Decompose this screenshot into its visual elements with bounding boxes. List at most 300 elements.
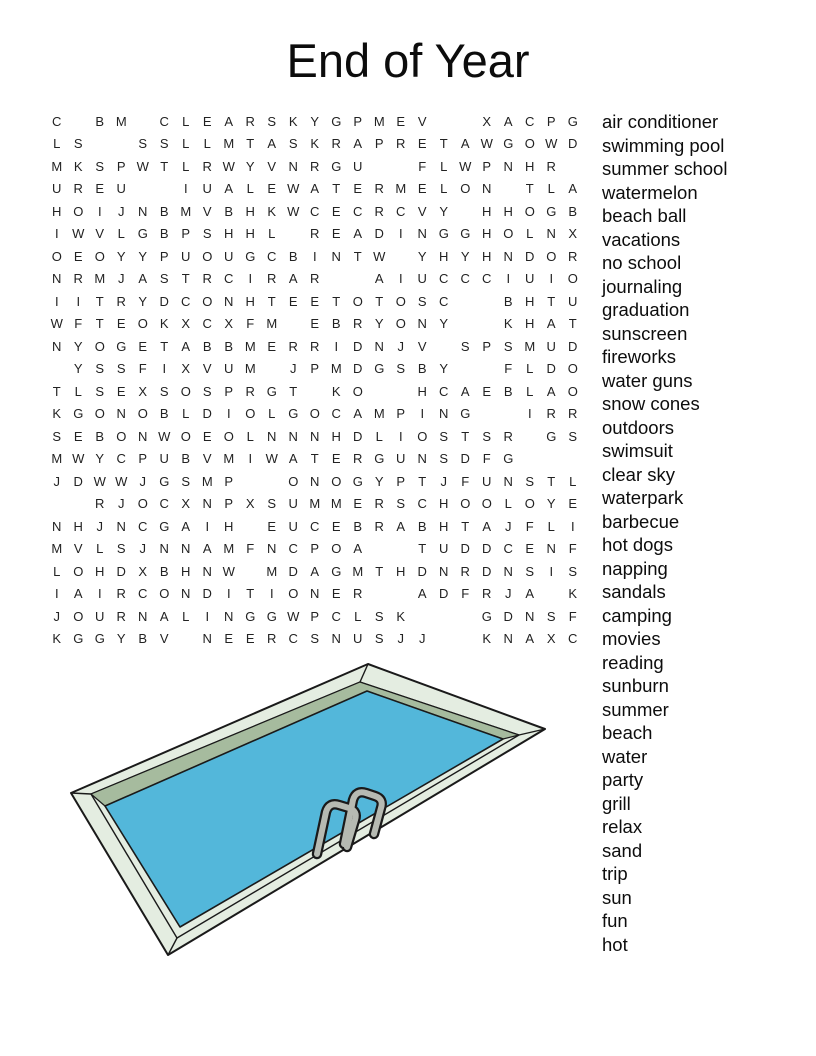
grid-cell: B xyxy=(224,338,234,354)
grid-cell: G xyxy=(159,518,170,534)
grid-cell xyxy=(175,628,197,651)
grid-cell: E xyxy=(73,428,83,444)
grid-cell: I xyxy=(248,271,253,287)
grid-cell: P xyxy=(310,608,320,624)
pool-corner-seam xyxy=(71,793,91,794)
grid-cell: T xyxy=(181,271,190,287)
grid-cell: W xyxy=(136,158,149,174)
grid-cell: S xyxy=(202,383,212,399)
grid-cell: G xyxy=(159,473,170,489)
grid-cell: D xyxy=(288,563,298,579)
grid-cell: L xyxy=(182,136,190,152)
grid-cell xyxy=(390,155,412,178)
grid-cell: O xyxy=(288,586,299,602)
grid-cell xyxy=(132,110,154,133)
grid-cell: I xyxy=(506,271,511,287)
grid-cell: T xyxy=(353,248,362,264)
word-list-item: vacations xyxy=(602,228,681,250)
grid-cell: N xyxy=(331,631,341,647)
grid-cell: W xyxy=(72,451,85,467)
grid-cell: C xyxy=(52,113,62,129)
grid-cell: R xyxy=(116,608,126,624)
grid-cell: C xyxy=(525,113,535,129)
grid-cell: D xyxy=(202,586,212,602)
grid-cell: A xyxy=(353,406,363,422)
grid-cell: A xyxy=(159,608,169,624)
grid-cell: H xyxy=(482,248,492,264)
grid-cell: P xyxy=(396,473,406,489)
grid-cell: I xyxy=(549,563,554,579)
grid-cell: R xyxy=(374,518,384,534)
grid-cell: L xyxy=(117,226,125,242)
grid-cell: I xyxy=(97,203,102,219)
grid-cell: P xyxy=(482,338,492,354)
grid-cell: W xyxy=(480,136,493,152)
grid-cell: F xyxy=(525,518,534,534)
grid-cell: E xyxy=(331,203,341,219)
grid-cell: K xyxy=(396,608,406,624)
grid-cell: D xyxy=(202,406,212,422)
grid-cell: U xyxy=(224,361,234,377)
grid-cell: B xyxy=(568,203,578,219)
grid-cell: E xyxy=(310,316,320,332)
grid-cell: K xyxy=(288,113,298,129)
grid-cell: B xyxy=(95,113,105,129)
grid-cell: R xyxy=(546,158,556,174)
grid-cell: O xyxy=(94,338,105,354)
grid-cell: V xyxy=(417,338,427,354)
grid-cell: N xyxy=(288,158,298,174)
grid-cell: T xyxy=(461,518,470,534)
grid-cell: J xyxy=(139,541,146,557)
word-list-item: camping xyxy=(602,604,672,626)
grid-cell: O xyxy=(116,428,127,444)
grid-cell: A xyxy=(482,518,492,534)
grid-cell: U xyxy=(159,451,169,467)
grid-cell: C xyxy=(138,518,148,534)
grid-cell: I xyxy=(162,361,167,377)
grid-cell: P xyxy=(116,158,126,174)
page-title: End of Year xyxy=(286,34,530,87)
grid-cell: E xyxy=(267,338,277,354)
grid-cell: R xyxy=(267,631,277,647)
grid-cell: K xyxy=(52,631,62,647)
grid-cell xyxy=(541,583,563,606)
grid-cell xyxy=(476,313,498,336)
grid-cell: G xyxy=(331,158,342,174)
grid-cell: S xyxy=(525,563,535,579)
grid-cell: Y xyxy=(460,248,470,264)
word-list-item: party xyxy=(602,769,644,790)
grid-cell: P xyxy=(482,158,492,174)
grid-cell: E xyxy=(202,113,212,129)
grid-cell: T xyxy=(267,293,276,309)
grid-cell: N xyxy=(267,541,277,557)
grid-cell: N xyxy=(52,271,62,287)
grid-cell: G xyxy=(73,406,84,422)
grid-cell xyxy=(562,155,584,178)
grid-cell: L xyxy=(268,406,276,422)
grid-cell: G xyxy=(73,631,84,647)
grid-cell: T xyxy=(418,541,427,557)
grid-cell: T xyxy=(160,158,169,174)
grid-cell: M xyxy=(201,473,213,489)
grid-cell: L xyxy=(268,226,276,242)
grid-cell: N xyxy=(288,428,298,444)
grid-cell: T xyxy=(332,293,341,309)
grid-cell: B xyxy=(353,518,363,534)
grid-cell: P xyxy=(181,226,191,242)
grid-cell: K xyxy=(503,316,513,332)
grid-cell: L xyxy=(569,473,577,489)
grid-cell: S xyxy=(568,428,578,444)
grid-cell: E xyxy=(138,338,148,354)
grid-cell: A xyxy=(546,383,556,399)
grid-cell: A xyxy=(288,271,298,287)
grid-cell xyxy=(390,245,412,268)
word-list-item: beach ball xyxy=(602,205,687,226)
grid-cell: D xyxy=(353,428,363,444)
grid-cell: B xyxy=(224,203,234,219)
grid-cell: R xyxy=(353,451,363,467)
word-list-item: swimsuit xyxy=(602,440,673,461)
grid-cell: B xyxy=(159,406,169,422)
grid-cell: O xyxy=(567,361,578,377)
grid-cell: J xyxy=(397,338,404,354)
grid-cell: E xyxy=(396,113,406,129)
grid-cell: U xyxy=(439,541,449,557)
grid-cell: G xyxy=(266,608,277,624)
grid-cell: I xyxy=(312,248,317,264)
grid-cell: M xyxy=(223,451,235,467)
grid-cell: E xyxy=(331,586,341,602)
grid-cell: E xyxy=(267,518,277,534)
grid-cell: M xyxy=(524,338,536,354)
grid-cell: G xyxy=(460,226,471,242)
grid-cell: N xyxy=(417,451,427,467)
grid-cell: A xyxy=(202,541,212,557)
grid-cell: L xyxy=(526,361,534,377)
grid-cell: M xyxy=(244,338,256,354)
grid-cell: R xyxy=(245,113,255,129)
grid-cell: A xyxy=(503,113,513,129)
grid-cell: C xyxy=(460,271,470,287)
grid-cell: X xyxy=(568,226,578,242)
grid-cell: D xyxy=(482,563,492,579)
grid-cell: P xyxy=(546,113,556,129)
grid-cell: L xyxy=(182,406,190,422)
grid-cell: X xyxy=(546,631,556,647)
grid-cell: J xyxy=(440,473,447,489)
grid-cell: S xyxy=(374,631,384,647)
grid-cell: I xyxy=(97,586,102,602)
grid-cell: E xyxy=(417,136,427,152)
grid-cell: E xyxy=(116,316,126,332)
grid-cell: W xyxy=(287,203,300,219)
grid-cell: H xyxy=(439,248,449,264)
grid-cell: U xyxy=(95,608,105,624)
grid-cell: V xyxy=(202,361,212,377)
grid-cell: E xyxy=(245,631,255,647)
grid-cell: O xyxy=(73,608,84,624)
grid-cell: L xyxy=(440,158,448,174)
grid-cell xyxy=(132,178,154,201)
grid-cell: N xyxy=(503,473,513,489)
grid-cell: C xyxy=(310,518,320,534)
grid-cell: X xyxy=(181,316,191,332)
grid-cell xyxy=(68,110,90,133)
grid-cell: E xyxy=(353,181,363,197)
grid-cell: N xyxy=(138,203,148,219)
word-list-item: reading xyxy=(602,651,664,673)
grid-cell: S xyxy=(439,428,449,444)
grid-cell: O xyxy=(524,496,535,512)
grid-cell: T xyxy=(525,181,534,197)
grid-cell: B xyxy=(417,361,427,377)
grid-cell: O xyxy=(352,383,363,399)
grid-cell: T xyxy=(375,563,384,579)
grid-cell xyxy=(390,380,412,403)
grid-cell: R xyxy=(310,338,320,354)
grid-cell: J xyxy=(505,586,512,602)
grid-cell: N xyxy=(525,608,535,624)
grid-cell: E xyxy=(224,631,234,647)
grid-cell xyxy=(455,200,477,223)
grid-cell: L xyxy=(526,226,534,242)
grid-cell: D xyxy=(116,563,126,579)
grid-cell: Y xyxy=(73,338,83,354)
grid-cell xyxy=(433,110,455,133)
grid-cell: I xyxy=(269,586,274,602)
grid-cell: L xyxy=(354,608,362,624)
grid-cell: T xyxy=(52,383,61,399)
grid-cell: F xyxy=(138,361,147,377)
grid-cell: T xyxy=(289,383,298,399)
grid-cell: C xyxy=(159,113,169,129)
grid-cell: A xyxy=(525,631,535,647)
grid-cell xyxy=(455,110,477,133)
grid-cell: K xyxy=(73,158,83,174)
grid-cell: S xyxy=(52,428,62,444)
grid-cell: F xyxy=(74,316,83,332)
grid-cell: R xyxy=(353,586,363,602)
grid-cell: U xyxy=(202,181,212,197)
grid-cell: T xyxy=(547,293,556,309)
grid-cell: A xyxy=(460,383,470,399)
grid-cell: D xyxy=(159,293,169,309)
grid-cell: S xyxy=(159,383,169,399)
word-list-item: summer xyxy=(602,698,669,720)
grid-cell: J xyxy=(53,608,60,624)
grid-cell: G xyxy=(331,113,342,129)
grid-cell: F xyxy=(246,541,255,557)
grid-cell: T xyxy=(547,473,556,489)
grid-cell: N xyxy=(310,473,320,489)
grid-cell: A xyxy=(310,181,320,197)
grid-cell: A xyxy=(396,518,406,534)
grid-cell: H xyxy=(439,518,449,534)
grid-cell: G xyxy=(567,113,578,129)
grid-cell: E xyxy=(116,383,126,399)
grid-cell: O xyxy=(159,586,170,602)
grid-cell: R xyxy=(374,181,384,197)
grid-cell: G xyxy=(137,226,148,242)
grid-cell xyxy=(68,493,90,516)
grid-cell: N xyxy=(202,631,212,647)
grid-cell: N xyxy=(224,293,234,309)
grid-cell: P xyxy=(310,541,320,557)
grid-cell: N xyxy=(181,586,191,602)
grid-cell: B xyxy=(159,226,169,242)
grid-cell: C xyxy=(267,248,277,264)
grid-cell: R xyxy=(310,158,320,174)
word-list-item: fun xyxy=(602,910,628,931)
grid-cell: M xyxy=(373,113,385,129)
grid-cell: O xyxy=(202,248,213,264)
grid-cell: Y xyxy=(310,113,320,129)
grid-cell xyxy=(541,448,563,471)
grid-cell: Y xyxy=(439,203,449,219)
word-list-item: movies xyxy=(602,628,661,649)
grid-cell: C xyxy=(439,271,449,287)
grid-cell: M xyxy=(244,361,256,377)
grid-cell: A xyxy=(224,113,234,129)
grid-cell: I xyxy=(226,586,231,602)
grid-cell: S xyxy=(396,361,406,377)
grid-cell xyxy=(369,538,391,561)
grid-cell: N xyxy=(202,563,212,579)
grid-cell: P xyxy=(159,248,169,264)
grid-cell: A xyxy=(417,586,427,602)
grid-cell: E xyxy=(568,496,578,512)
grid-cell: M xyxy=(266,316,278,332)
grid-cell: G xyxy=(331,563,342,579)
grid-cell: W xyxy=(93,473,106,489)
grid-cell: H xyxy=(52,203,62,219)
grid-cell: D xyxy=(439,586,449,602)
grid-cell: L xyxy=(182,113,190,129)
grid-cell: T xyxy=(246,586,255,602)
grid-cell: D xyxy=(353,361,363,377)
grid-cell: L xyxy=(182,158,190,174)
grid-cell: X xyxy=(138,383,148,399)
grid-cell: O xyxy=(180,383,191,399)
grid-cell xyxy=(283,313,305,336)
grid-cell: G xyxy=(481,608,492,624)
grid-cell xyxy=(240,560,262,583)
grid-cell: O xyxy=(395,293,406,309)
grid-cell: M xyxy=(115,113,127,129)
grid-cell: K xyxy=(267,203,277,219)
grid-cell: U xyxy=(546,338,556,354)
grid-cell: U xyxy=(181,248,191,264)
grid-cell: K xyxy=(331,383,341,399)
grid-cell: P xyxy=(310,361,320,377)
grid-cell: N xyxy=(503,563,513,579)
grid-cell: F xyxy=(504,361,513,377)
grid-cell xyxy=(455,313,477,336)
grid-cell: N xyxy=(331,248,341,264)
grid-cell: R xyxy=(73,181,83,197)
grid-cell: C xyxy=(181,293,191,309)
grid-cell: N xyxy=(138,608,148,624)
grid-cell: E xyxy=(525,541,535,557)
grid-cell: D xyxy=(417,563,427,579)
grid-cell: L xyxy=(74,383,82,399)
grid-cell: S xyxy=(116,361,126,377)
word-list-item: grill xyxy=(602,792,631,814)
grid-cell: H xyxy=(503,203,513,219)
grid-cell: Y xyxy=(439,316,449,332)
grid-cell: A xyxy=(568,181,578,197)
word-list-item: fireworks xyxy=(602,346,677,367)
grid-cell: D xyxy=(460,541,470,557)
grid-cell: G xyxy=(245,608,256,624)
grid-cell: G xyxy=(460,406,471,422)
grid-cell: R xyxy=(331,136,341,152)
grid-cell: D xyxy=(460,451,470,467)
grid-cell: W xyxy=(222,158,235,174)
grid-cell: R xyxy=(460,563,470,579)
word-list-item: swimming pool xyxy=(602,134,725,156)
grid-cell: B xyxy=(331,316,341,332)
grid-cell: M xyxy=(373,406,385,422)
grid-cell: S xyxy=(310,631,320,647)
grid-cell xyxy=(455,290,477,313)
grid-cell: G xyxy=(245,248,256,264)
grid-cell: G xyxy=(94,631,105,647)
grid-cell: I xyxy=(420,406,425,422)
grid-cell xyxy=(369,583,391,606)
grid-cell: D xyxy=(353,338,363,354)
word-list-item: summer school xyxy=(602,158,728,179)
grid-cell: M xyxy=(223,136,235,152)
grid-cell: R xyxy=(116,293,126,309)
grid-cell: X xyxy=(181,361,191,377)
grid-cell xyxy=(89,133,111,156)
grid-cell: O xyxy=(395,316,406,332)
grid-cell: E xyxy=(353,496,363,512)
grid-cell xyxy=(476,290,498,313)
grid-cell: H xyxy=(181,563,191,579)
grid-cell: T xyxy=(332,181,341,197)
grid-cell: R xyxy=(116,586,126,602)
grid-cell: B xyxy=(159,203,169,219)
grid-cell: E xyxy=(482,383,492,399)
word-list-item: sandals xyxy=(602,581,666,602)
grid-cell: I xyxy=(205,518,210,534)
grid-cell: P xyxy=(138,451,148,467)
grid-cell: E xyxy=(95,181,105,197)
grid-cell: N xyxy=(159,541,169,557)
grid-cell: E xyxy=(310,293,320,309)
grid-cell: N xyxy=(310,428,320,444)
grid-cell: A xyxy=(181,338,191,354)
grid-cell: P xyxy=(224,496,234,512)
grid-cell: Y xyxy=(116,631,126,647)
grid-cell: B xyxy=(288,248,298,264)
grid-cell: G xyxy=(288,406,299,422)
grid-cell: N xyxy=(503,631,513,647)
grid-cell: H xyxy=(95,563,105,579)
grid-cell: U xyxy=(482,473,492,489)
grid-cell: S xyxy=(73,136,83,152)
grid-cell: A xyxy=(460,136,470,152)
grid-cell: T xyxy=(246,136,255,152)
grid-cell: C xyxy=(482,271,492,287)
grid-cell: M xyxy=(352,563,364,579)
grid-cell: U xyxy=(417,271,427,287)
